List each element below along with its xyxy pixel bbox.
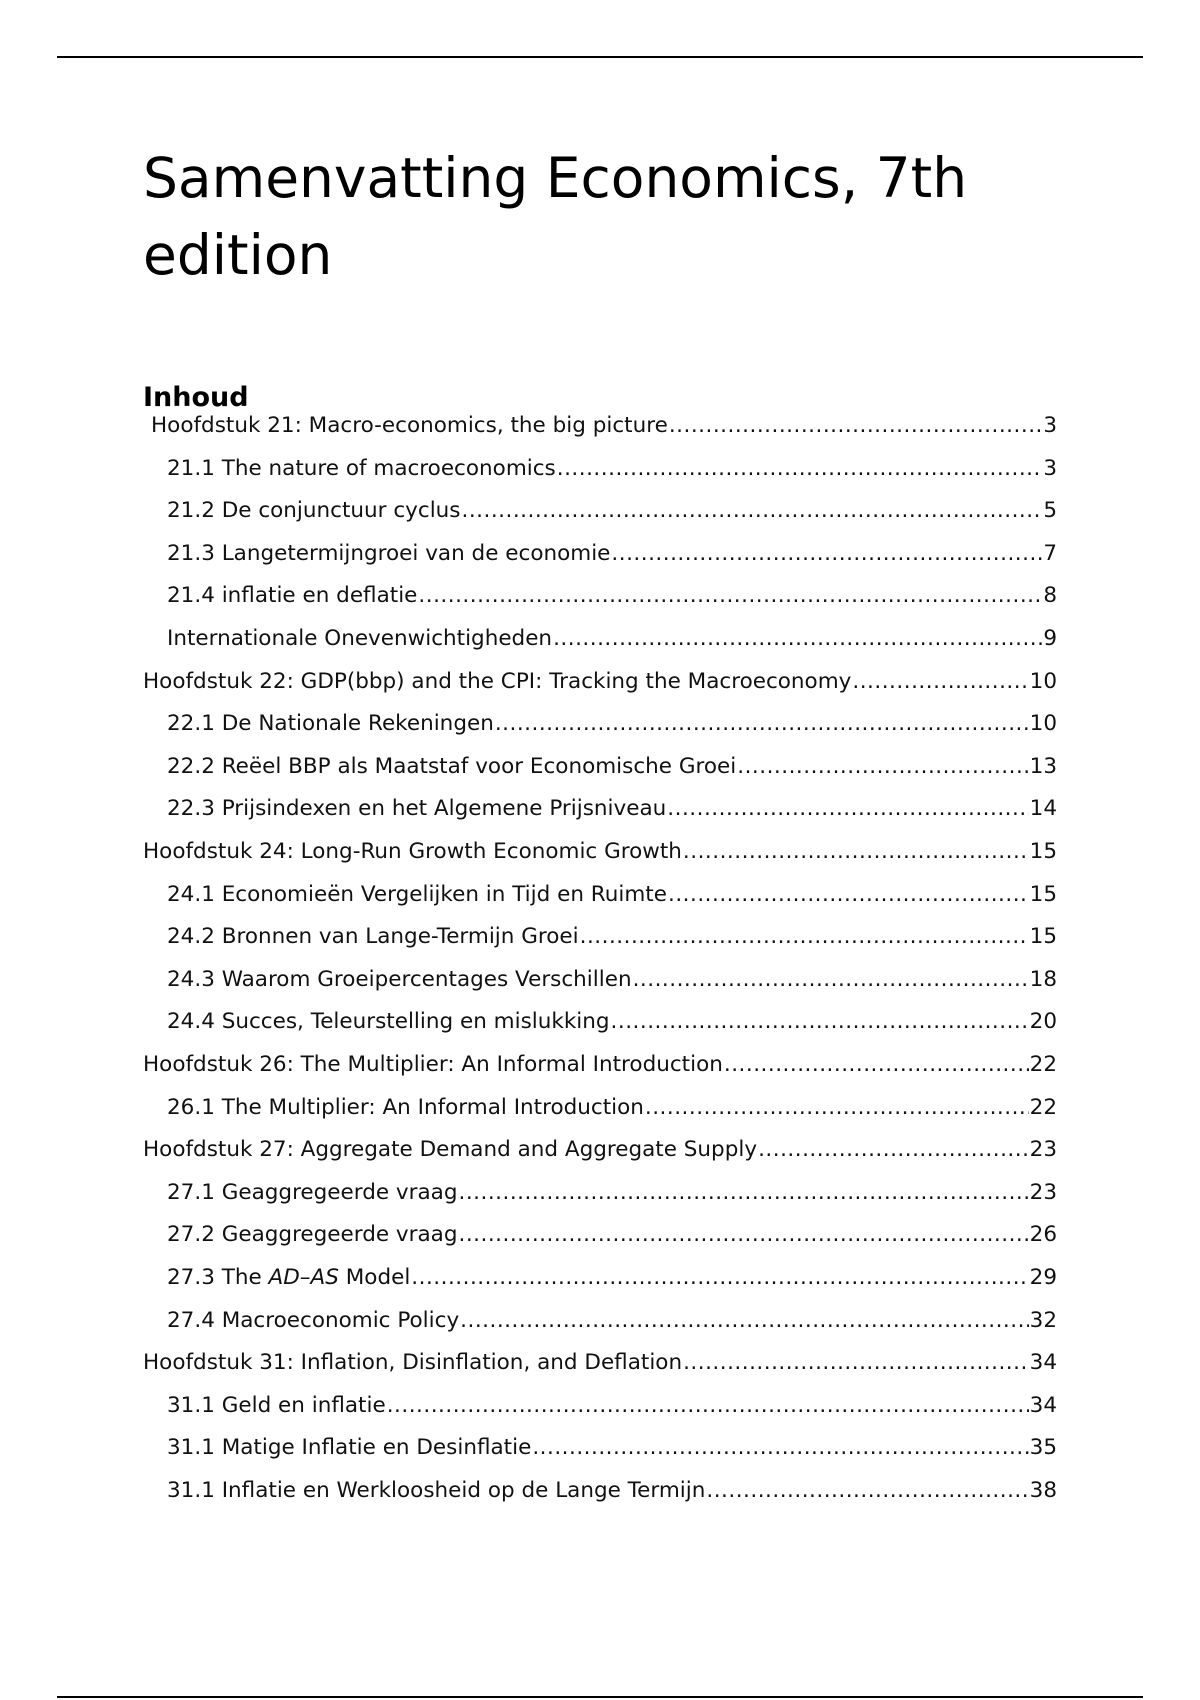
toc-page-number: 5 (1043, 497, 1057, 523)
toc-page-number: 14 (1029, 795, 1057, 821)
toc-section-entry[interactable] (167, 745, 1057, 787)
toc-section-entry[interactable] (167, 1000, 1057, 1042)
toc-entry-title: Hoofdstuk 26: The Multiplier: An Informal Introduction (143, 1051, 723, 1077)
toc-section-entry[interactable] (167, 489, 1057, 531)
toc-entry-title: 24.4 Succes, Teleurstelling en mislukking (167, 1008, 610, 1034)
toc-page-number: 22 (1029, 1051, 1057, 1077)
toc-page-number: 32 (1029, 1307, 1057, 1333)
toc-page-number: 7 (1043, 540, 1057, 566)
toc-entry-title: 22.2 Reëel BBP als Maatstaf voor Economische Groei (167, 753, 737, 779)
toc-entry-title: 21.1 The nature of macroeconomics (167, 455, 556, 481)
toc-dot-leader (737, 754, 1028, 779)
toc-section-entry[interactable] (167, 1299, 1057, 1341)
toc-page-number: 35 (1029, 1434, 1057, 1460)
toc-section-entry[interactable] (167, 702, 1057, 744)
toc-section-entry[interactable] (167, 1256, 1057, 1298)
toc-dot-leader (580, 924, 1029, 949)
top-rule (57, 56, 1143, 58)
toc-entry-title-part: AD–AS (268, 1264, 339, 1290)
toc-section-entry[interactable] (167, 574, 1057, 616)
toc-dot-leader (532, 1435, 1028, 1460)
toc-section-entry[interactable] (167, 1213, 1057, 1255)
toc-chapter-entry[interactable] (143, 1128, 1057, 1170)
toc-entry-title: Hoofdstuk 31: Inflation, Disinflation, and Deflation (143, 1349, 683, 1375)
toc-page-number: 13 (1029, 753, 1057, 779)
toc-dot-leader (645, 1095, 1029, 1120)
toc-entry-title: Hoofdstuk 24: Long-Run Growth Economic Growth (143, 838, 682, 864)
toc-page-number: 18 (1029, 966, 1057, 992)
toc-dot-leader (611, 1009, 1029, 1034)
toc-dot-leader (411, 1265, 1028, 1290)
toc-section-entry[interactable] (167, 1384, 1057, 1426)
toc-page-number: 3 (1043, 455, 1057, 481)
toc-section-entry[interactable] (167, 532, 1057, 574)
toc-page-number: 15 (1029, 838, 1057, 864)
toc-page-number: 3 (1043, 412, 1057, 438)
toc-page-number: 15 (1029, 923, 1057, 949)
toc-entry-title: 26.1 The Multiplier: An Informal Introduction (167, 1094, 644, 1120)
toc-dot-leader (758, 1137, 1029, 1162)
toc-entry-title: 24.1 Economieën Vergelijken in Tijd en Ruimte (167, 881, 667, 907)
toc-page-number: 9 (1043, 625, 1057, 651)
toc-section-entry[interactable] (167, 787, 1057, 829)
toc-page-number: 15 (1029, 881, 1057, 907)
toc-section-entry[interactable] (167, 1086, 1057, 1128)
toc-chapter-entry[interactable] (143, 1043, 1057, 1085)
toc-page-number: 22 (1029, 1094, 1057, 1120)
toc-page-number: 26 (1029, 1221, 1057, 1247)
toc-dot-leader (495, 711, 1029, 736)
toc-dot-leader (683, 1350, 1029, 1375)
toc-page-number: 23 (1029, 1136, 1057, 1162)
toc-page-number: 20 (1029, 1008, 1057, 1034)
toc-page-number: 34 (1029, 1392, 1057, 1418)
toc-entry-title: 22.1 De Nationale Rekeningen (167, 710, 494, 736)
toc-dot-leader (553, 626, 1042, 651)
toc-entry-title (167, 1265, 410, 1290)
toc-entry-title: 24.2 Bronnen van Lange-Termijn Groei (167, 923, 579, 949)
toc-page-number: 10 (1029, 710, 1057, 736)
toc-dot-leader (459, 1222, 1029, 1247)
toc-entry-title: 31.1 Matige Inflatie en Desinflatie (167, 1434, 532, 1460)
toc-entry-title: 27.1 Geaggregeerde vraag (167, 1179, 458, 1205)
toc-dot-leader (459, 1180, 1029, 1205)
toc-dot-leader (611, 541, 1042, 566)
document-title: Samenvatting Economics, 7th edition (143, 146, 968, 287)
toc-entry-title-part: 27.3 The (167, 1264, 269, 1290)
toc-entry-title: 27.2 Geaggregeerde vraag (167, 1221, 458, 1247)
toc-section-entry[interactable] (167, 1426, 1057, 1468)
toc-dot-leader (706, 1478, 1028, 1503)
toc-entry-title: 22.3 Prijsindexen en het Algemene Prijsniveau (167, 795, 667, 821)
toc-section-entry[interactable] (167, 617, 1057, 659)
toc-dot-leader (418, 583, 1042, 608)
toc-dot-leader (852, 669, 1028, 694)
toc-entry-title: 31.1 Geld en inflatie (167, 1392, 386, 1418)
toc-heading: Inhoud (143, 382, 249, 413)
toc-entry-title: 27.4 Macroeconomic Policy (167, 1307, 460, 1333)
toc-dot-leader (667, 796, 1028, 821)
toc-entry-title-part: Model (338, 1264, 411, 1290)
toc-chapter-entry[interactable] (143, 1341, 1057, 1383)
toc-page-number: 38 (1029, 1477, 1057, 1503)
toc-section-entry[interactable] (167, 1469, 1057, 1511)
toc-dot-leader (724, 1052, 1029, 1077)
toc-dot-leader (462, 498, 1043, 523)
toc-entry-title: 31.1 Inflatie en Werkloosheid op de Lange Termijn (167, 1477, 706, 1503)
toc-entry-title: 21.2 De conjunctuur cyclus (167, 497, 461, 523)
toc-page-number: 8 (1043, 582, 1057, 608)
toc-entry-title: 21.3 Langetermijngroei van de economie (167, 540, 611, 566)
toc-dot-leader (460, 1308, 1028, 1333)
toc-chapter-entry[interactable] (143, 830, 1057, 872)
toc-section-entry[interactable] (167, 873, 1057, 915)
toc-entry-title: 21.4 inflatie en deflatie (167, 582, 418, 608)
toc-dot-leader (683, 839, 1029, 864)
toc-chapter-entry[interactable] (151, 404, 1057, 446)
toc-section-entry[interactable] (167, 1171, 1057, 1213)
toc-section-entry[interactable] (167, 915, 1057, 957)
toc-page-number: 29 (1029, 1264, 1057, 1290)
toc-page-number: 34 (1029, 1349, 1057, 1375)
toc-dot-leader (557, 456, 1043, 481)
toc-dot-leader (387, 1393, 1029, 1418)
toc-page-number: 23 (1029, 1179, 1057, 1205)
toc-entry-title: Internationale Onevenwichtigheden (167, 625, 553, 651)
toc-section-entry[interactable] (167, 447, 1057, 489)
toc-entry-title: Hoofdstuk 27: Aggregate Demand and Aggregate Supply (143, 1136, 758, 1162)
toc-page-number: 10 (1029, 668, 1057, 694)
toc-entry-title: Hoofdstuk 22: GDP(bbp) and the CPI: Tracking the Macroeconomy (143, 668, 852, 694)
toc-dot-leader (633, 967, 1029, 992)
toc-chapter-entry[interactable] (143, 660, 1057, 702)
bottom-rule (57, 1696, 1143, 1698)
toc-section-entry[interactable] (167, 958, 1057, 1000)
toc-dot-leader (668, 882, 1029, 907)
toc-entry-title: Hoofdstuk 21: Macro-economics, the big picture (151, 412, 668, 438)
toc-dot-leader (669, 413, 1043, 438)
toc-entry-title: 24.3 Waarom Groeipercentages Verschillen (167, 966, 632, 992)
